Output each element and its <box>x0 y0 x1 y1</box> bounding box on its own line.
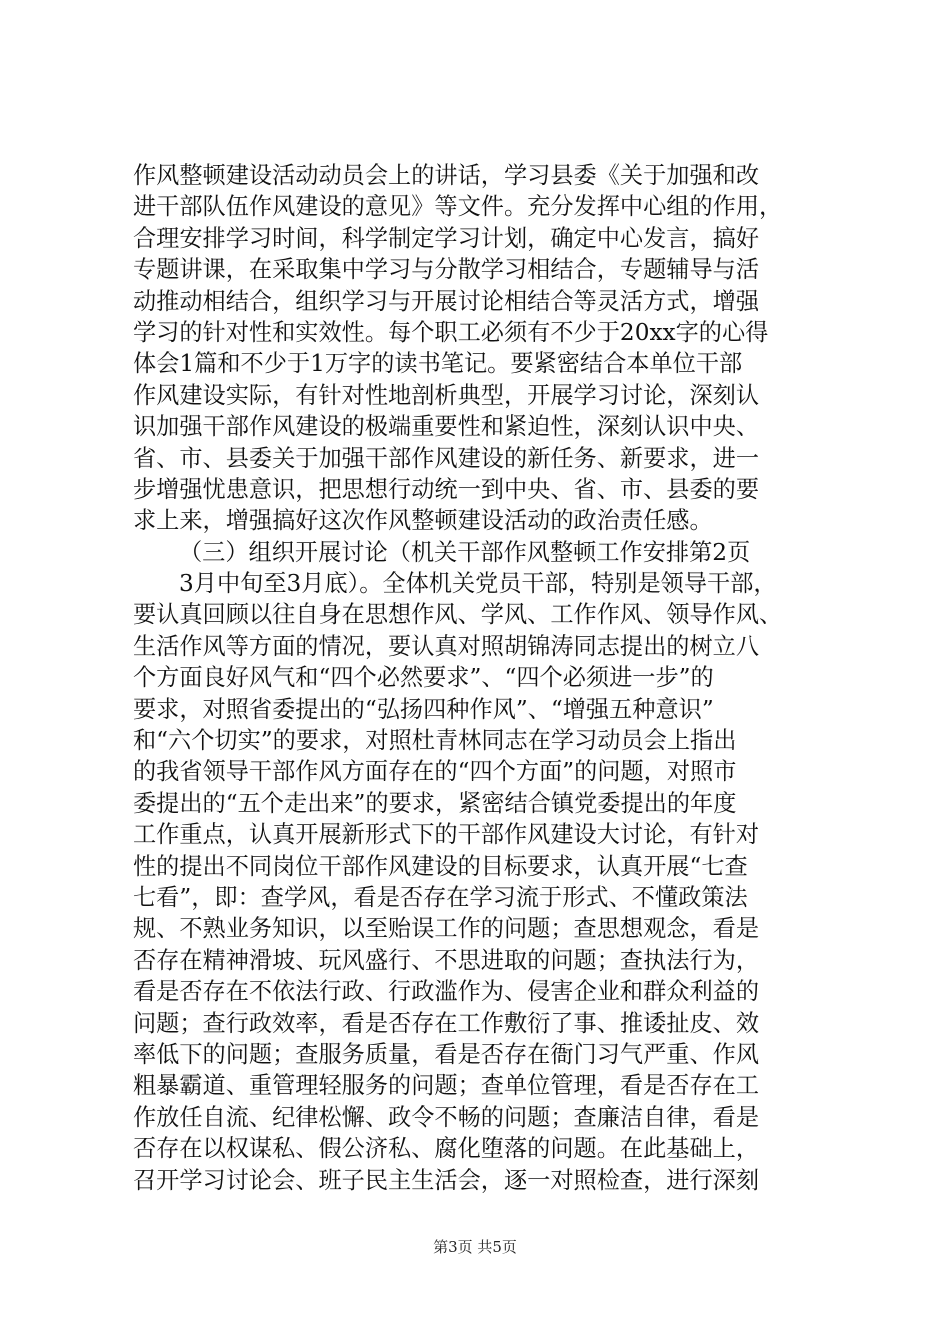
text-line: 省、市、县委关于加强干部作风建设的新任务、新要求，进一 <box>133 444 760 472</box>
text-line: 合理安排学习时间，科学制定学习计划，确定中心发言，搞好 <box>133 224 760 252</box>
text-line: 七看”，即：查学风，看是否存在学习流于形式、不懂政策法 <box>133 883 748 911</box>
text-line: 动推动相结合，组织学习与开展讨论相结合等灵活方式，增强 <box>133 287 760 315</box>
text-line: 作风建设实际，有针对性地剖析典型，开展学习讨论，深刻认 <box>133 381 760 409</box>
document-body <box>133 160 833 1196</box>
text-line: 规、不熟业务知识，以至贻误工作的问题；查思想观念，看是 <box>133 915 760 943</box>
text-line: 否存在精神滑坡、玩风盛行、不思进取的问题；查执法行为， <box>133 946 760 974</box>
section-heading: （三）组织开展讨论（机关干部作风整顿工作安排第2页 <box>179 538 751 566</box>
text-line: 作风整顿建设活动动员会上的讲话，学习县委《关于加强和改 <box>133 162 760 189</box>
text-line: 看是否存在不依法行政、行政滥作为、侵害企业和群众利益的 <box>133 978 760 1006</box>
text-line: 工作重点，认真开展新形式下的干部作风建设大讨论，有针对 <box>133 821 760 849</box>
text-line: 个方面良好风气和“四个必然要求”、“四个必须进一步”的 <box>133 664 714 692</box>
text-line: 进干部队伍作风建设的意见》等文件。充分发挥中心组的作用， <box>133 193 783 221</box>
text-line: 识加强干部作风建设的极端重要性和紧迫性，深刻认识中央、 <box>133 413 760 441</box>
text-line: 率低下的问题；查服务质量，看是否存在衙门习气严重、作风 <box>133 1040 760 1068</box>
text-line: 和“六个切实”的要求，对照杜青林同志在学习动员会上指出 <box>133 727 737 755</box>
text-line: 问题；查行政效率，看是否存在工作敷衍了事、推诿扯皮、效 <box>133 1009 760 1037</box>
text-line: 生活作风等方面的情况，要认真对照胡锦涛同志提出的树立八 <box>133 632 760 660</box>
text-line: 求上来，增强搞好这次作风整顿建设活动的政治责任感。 <box>133 507 713 535</box>
text-line: 否存在以权谋私、假公济私、腐化堕落的问题。在此基础上， <box>133 1135 760 1163</box>
text-line: 性的提出不同岗位干部作风建设的目标要求，认真开展“七查 <box>133 852 748 880</box>
text-line: 要求，对照省委提出的“弘扬四种作风”、“增强五种意识” <box>133 695 714 723</box>
text-line: 要认真回顾以往自身在思想作风、学风、工作作风、领导作风、 <box>133 601 783 629</box>
text-line: 召开学习讨论会、班子民主生活会，逐一对照检查，进行深刻 <box>133 1166 760 1194</box>
text-line: 学习的针对性和实效性。每个职工必须有不少于20xx字的心得 <box>133 318 769 346</box>
text-line: 粗暴霸道、重管理轻服务的问题；查单位管理，看是否存在工 <box>133 1072 760 1100</box>
text-line: 委提出的“五个走出来”的要求，紧密结合镇党委提出的年度 <box>133 789 737 817</box>
page-number-footer: 第3页 共5页 <box>433 1238 517 1256</box>
text-line: 的我省领导干部作风方面存在的“四个方面”的问题，对照市 <box>133 758 737 786</box>
text-line: 作放任自流、纪律松懈、政令不畅的问题；查廉洁自律，看是 <box>133 1103 760 1131</box>
text-line: 专题讲课，在采取集中学习与分散学习相结合，专题辅导与活 <box>133 256 760 284</box>
text-line: 步增强忧患意识，把思想行动统一到中央、省、市、县委的要 <box>133 475 760 503</box>
text-line: 体会1篇和不少于1万字的读书笔记。要紧密结合本单位干部 <box>133 350 743 378</box>
text-line: 3月中旬至3月底）。全体机关党员干部，特别是领导干部， <box>179 570 777 598</box>
